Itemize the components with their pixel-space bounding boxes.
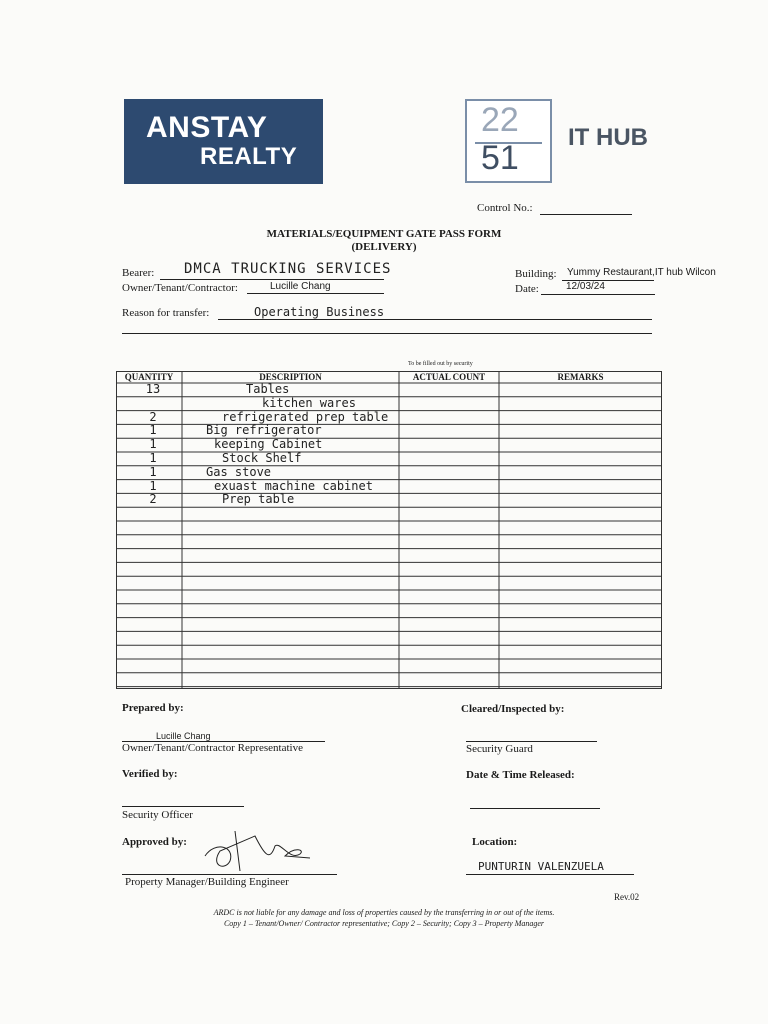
cleared-label: Cleared/Inspected by: — [461, 703, 565, 715]
owner-value[interactable]: Lucille Chang — [270, 281, 331, 292]
row-quantity: 2 — [149, 409, 157, 424]
verified-label: Verified by: — [122, 768, 178, 780]
row-quantity: 13 — [145, 382, 161, 396]
row-description: kitchen wares — [262, 395, 356, 410]
prepared-by-role: Owner/Tenant/Contractor Representative — [122, 742, 303, 754]
row-description: Stock Shelf — [222, 451, 302, 465]
security-note: To be filled out by security — [408, 361, 473, 367]
it-hub-logo-text: IT HUB — [568, 124, 648, 151]
table-grid — [116, 371, 662, 689]
row-description: exuast machine cabinet — [214, 478, 373, 493]
row-quantity: 2 — [149, 492, 157, 507]
row-quantity: 1 — [149, 451, 157, 465]
location-value[interactable]: PUNTURIN VALENZUELA — [478, 860, 604, 873]
approved-role: Property Manager/Building Engineer — [125, 876, 289, 888]
row-description: refrigerated prep table — [222, 409, 389, 424]
control-no-field[interactable] — [540, 214, 632, 215]
row-quantity: 1 — [149, 437, 157, 452]
header-actual-count: ACTUAL COUNT — [412, 372, 486, 382]
header-remarks: REMARKS — [557, 372, 604, 382]
header-quantity: QUANTITY — [124, 372, 174, 382]
logo-number-top: 22 — [481, 101, 519, 139]
bearer-value[interactable]: DMCA TRUCKING SERVICES — [184, 261, 392, 277]
row-quantity: 1 — [149, 478, 157, 493]
approved-label: Approved by: — [122, 836, 187, 848]
owner-label: Owner/Tenant/Contractor: — [122, 282, 238, 294]
2251-logo — [465, 99, 552, 183]
row-description: Tables — [246, 382, 290, 396]
row-description: Prep table — [222, 492, 295, 507]
footer-copies: Copy 1 – Tenant/Owner/ Contractor representative; Copy 2 – Security; Copy 3 – Property Manager — [223, 919, 545, 928]
prepared-by-label: Prepared by: — [122, 702, 184, 714]
prepared-by-name: Lucille Chang — [156, 731, 211, 741]
row-description: Big refrigerator — [206, 423, 322, 438]
row-quantity: 1 — [149, 464, 157, 479]
footer-disclaimer: ARDC is not liable for any damage and loss of properties caused by the transferring in or out of the items. — [213, 908, 555, 917]
anstay-realty-logo — [124, 99, 323, 184]
building-label: Building: — [515, 268, 557, 280]
form-title: MATERIALS/EQUIPMENT GATE PASS FORM — [266, 228, 502, 240]
date-value[interactable]: 12/03/24 — [566, 281, 605, 292]
released-label: Date & Time Released: — [466, 769, 575, 781]
approver-signature — [195, 826, 315, 876]
building-value[interactable]: Yummy Restaurant,IT hub Wilcon — [567, 267, 716, 278]
location-label: Location: — [472, 836, 518, 848]
row-description: keeping Cabinet — [214, 437, 323, 452]
cleared-role: Security Guard — [466, 743, 533, 755]
row-description: Gas stove — [206, 464, 272, 479]
logo-number-bottom: 51 — [481, 139, 519, 177]
logo-text-line1: ANSTAY — [146, 111, 268, 144]
form-subtitle: (DELIVERY) — [351, 241, 417, 253]
header-description: DESCRIPTION — [259, 372, 322, 382]
date-label: Date: — [515, 283, 539, 295]
reason-value[interactable]: Operating Business — [254, 305, 385, 319]
items-table — [116, 371, 662, 689]
row-quantity: 1 — [149, 423, 157, 438]
reason-label: Reason for transfer: — [122, 307, 210, 319]
control-no-label: Control No.: — [477, 202, 533, 214]
bearer-label: Bearer: — [122, 267, 155, 279]
verified-role: Security Officer — [122, 809, 193, 821]
revision-label: Rev.02 — [614, 892, 640, 902]
logo-text-line2: REALTY — [200, 143, 298, 170]
